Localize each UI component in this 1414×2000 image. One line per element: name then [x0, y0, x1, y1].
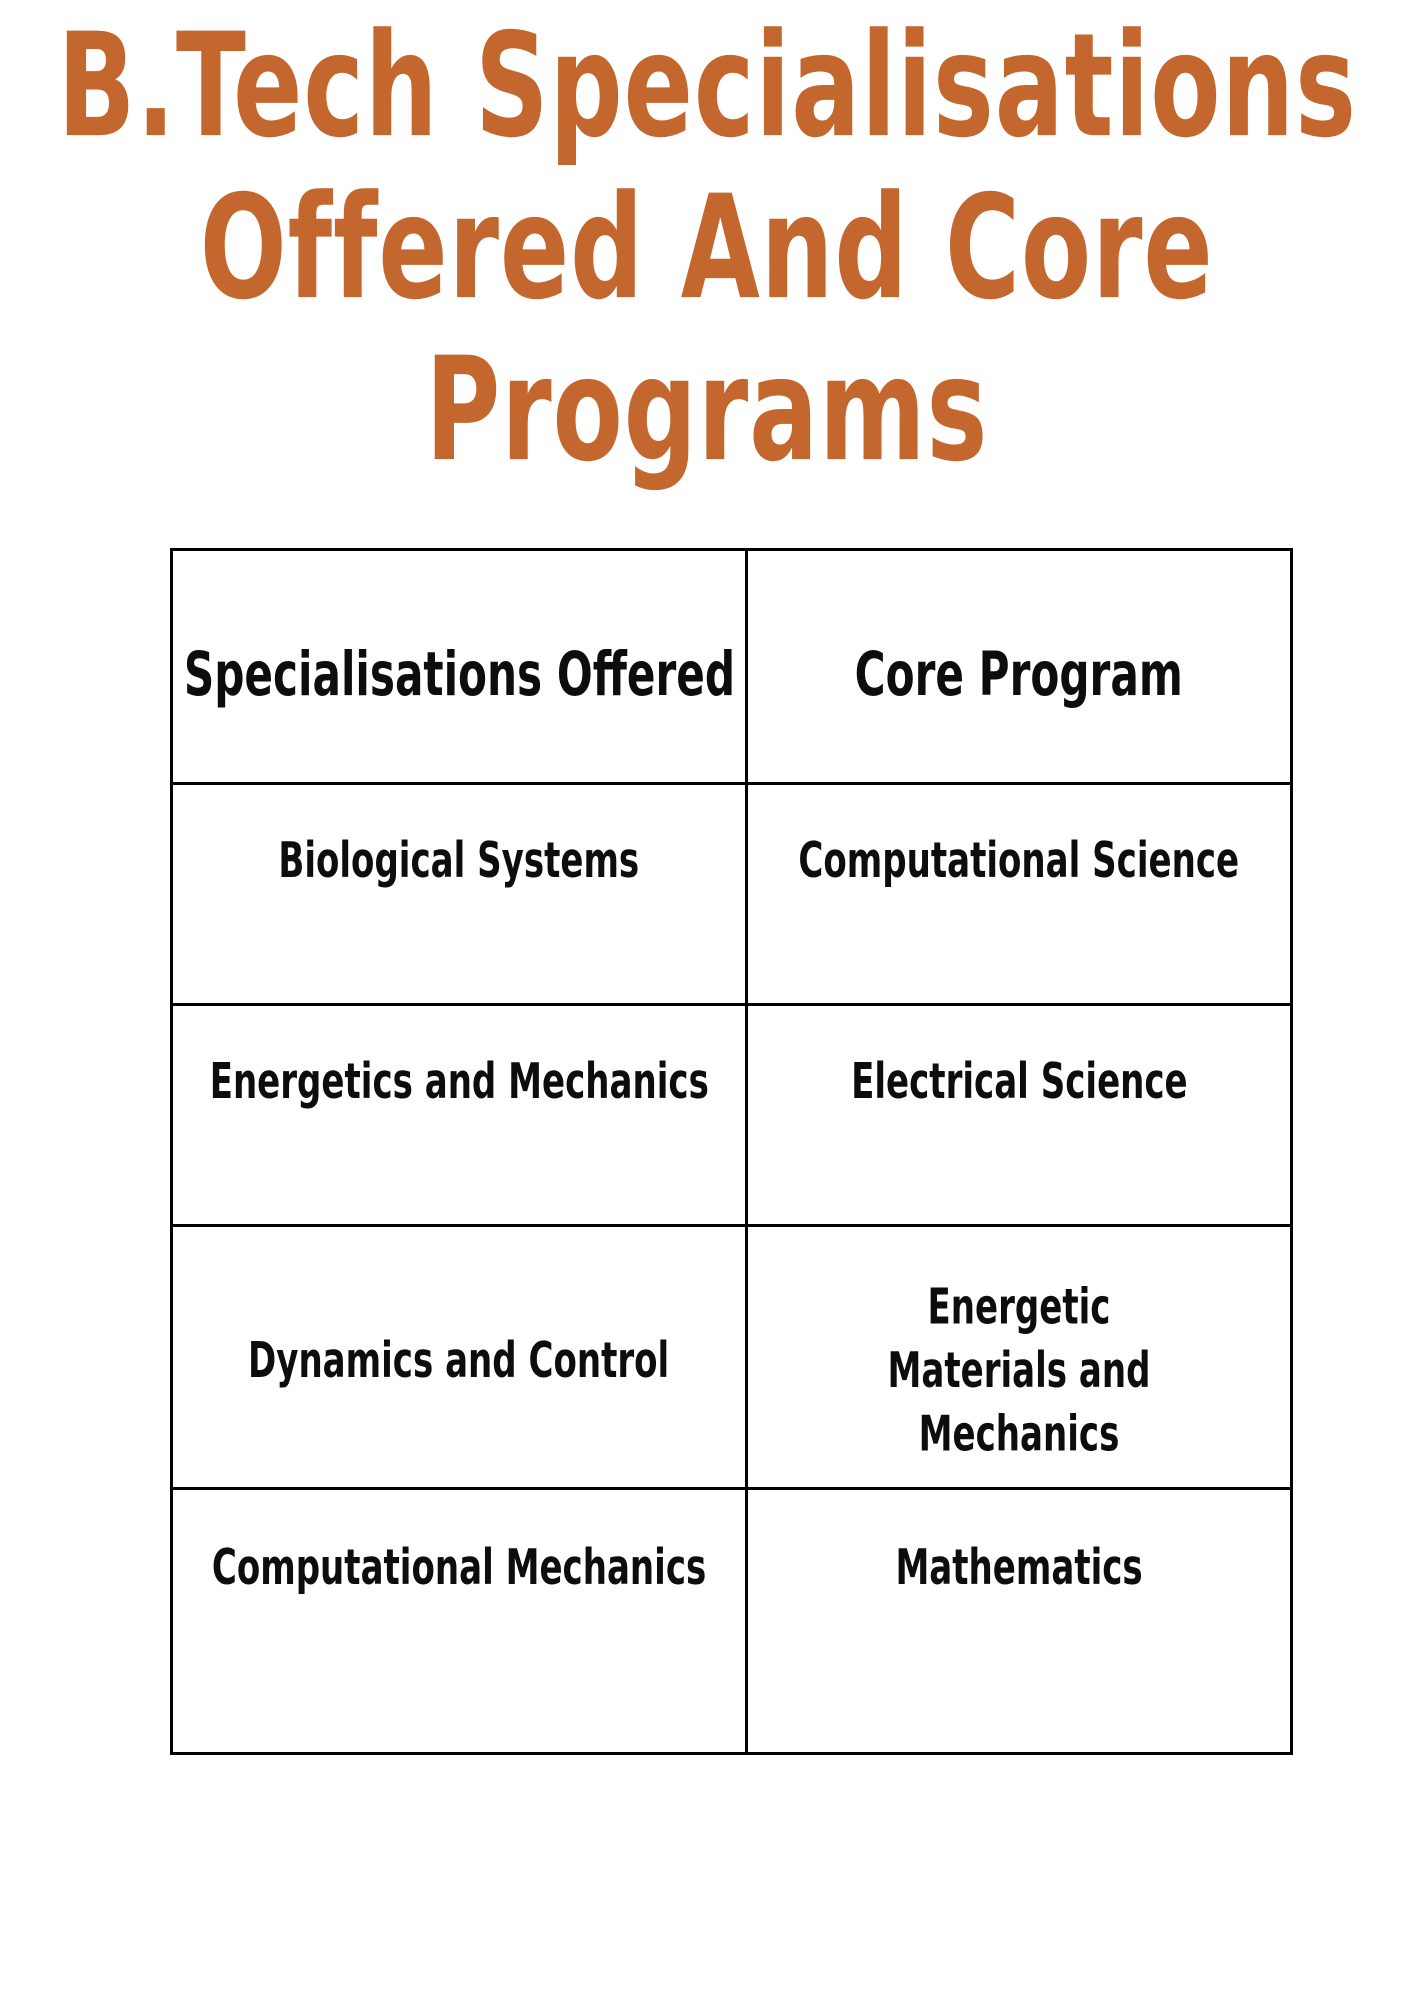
- table-row: [172, 1489, 1292, 1754]
- table-cell-specialisation: [172, 784, 747, 1005]
- core-program-value: Mathematics: [895, 1538, 1143, 1596]
- specialisation-value: Computational Mechanics: [211, 1538, 707, 1596]
- page-title: [0, 0, 1414, 548]
- table-header-cell-specialisations: [172, 550, 747, 784]
- table-row: [172, 1226, 1292, 1489]
- table-cell-specialisation: [172, 1489, 747, 1754]
- table-row: [172, 784, 1292, 1005]
- specialisations-table: [170, 548, 1293, 1755]
- table-cell-core-program: [747, 1489, 1292, 1754]
- table-header-cell-core-program: [747, 550, 1292, 784]
- table-cell-specialisation: [172, 1005, 747, 1226]
- core-program-value: Energetic Materials and Mechanics: [887, 1277, 1151, 1462]
- specialisation-value: Energetics and Mechanics: [209, 1052, 709, 1110]
- table-header-row: [172, 550, 1292, 784]
- column-header-specialisations-offered: Specialisations Offered: [183, 639, 735, 710]
- specialisation-value: Dynamics and Control: [248, 1331, 670, 1389]
- table-cell-core-program: [747, 1226, 1292, 1489]
- table-row: [172, 1005, 1292, 1226]
- table-cell-specialisation: [172, 1226, 747, 1489]
- core-program-value: Electrical Science: [850, 1052, 1188, 1110]
- table-cell-core-program: [747, 784, 1292, 1005]
- column-header-core-program: Core Program: [854, 639, 1184, 710]
- page-title-line-2: Offered And Core: [200, 165, 1214, 332]
- specialisation-value: Biological Systems: [278, 831, 640, 889]
- page-title-line-1: B.Tech Specialisations: [57, 2, 1357, 170]
- table-cell-core-program: [747, 1005, 1292, 1226]
- core-program-value: Computational Science: [798, 831, 1240, 889]
- page-title-line-3: Programs: [425, 327, 989, 494]
